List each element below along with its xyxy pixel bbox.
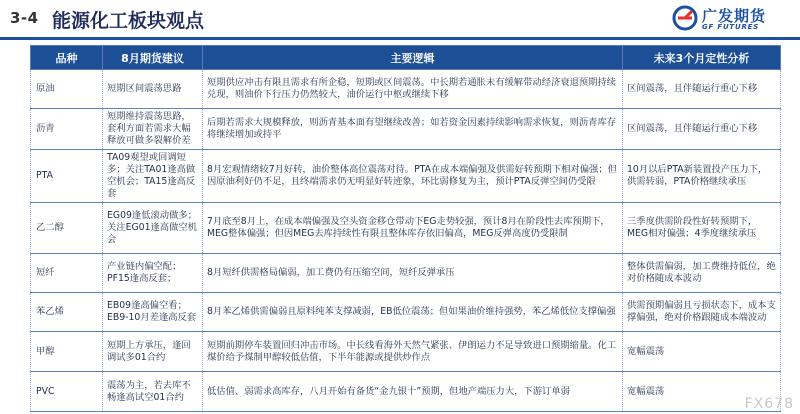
advice-cell: TA09观望或回调短多；关注TA01逢高做空机会；TA15逢高反套 [103, 150, 203, 203]
logo-name-cn: 广发期货 [702, 7, 767, 25]
outlook-cell: 供需预期偏弱且亏损状态下，成本支撑偏强，绝对价格跟随成本端波动 [623, 293, 781, 332]
column-header-outlook: 未来3个月定性分析 [623, 46, 781, 70]
energy-chemical-view-table [30, 45, 781, 412]
table-row [31, 150, 781, 203]
column-header-advice: 8月期货建议 [103, 46, 203, 70]
logic-cell: 8月短纤供需格局偏弱，加工费仍有压缩空间，短纤反弹承压 [203, 254, 623, 293]
advice-cell: 震荡为主，若去库不畅逢高试空01合约 [103, 372, 203, 412]
table-row [31, 70, 781, 109]
column-header-product: 品种 [31, 46, 103, 70]
product-cell: 短纤 [31, 254, 103, 293]
product-cell: 沥青 [31, 109, 103, 150]
advice-cell: EG09逢低滚动做多；关注EG01逢高做空机会 [103, 203, 203, 254]
gf-futures-logo [672, 5, 790, 35]
logo-name-en: GF FUTURES [702, 23, 760, 31]
product-cell: PVC [31, 372, 103, 412]
advice-cell: 短期上方承压，逢回调试多01合约 [103, 332, 203, 372]
logic-cell: 短期供应冲击有限且需求有所企稳，短期或区间震荡。中长期若通胀未有缓解带动经济衰退预期持续兑现，则油价下行压力仍然较大，油价运行中枢或继续下移 [203, 70, 623, 109]
product-cell: 苯乙烯 [31, 293, 103, 332]
advice-cell: 短期区间震荡思路 [103, 70, 203, 109]
outlook-cell: 整体供需偏弱，加工费维持低位，绝对价格随成本波动 [623, 254, 781, 293]
table-row [31, 372, 781, 412]
advice-cell: EB09逢高偏空看；EB9-10月差逢高反套 [103, 293, 203, 332]
gf-logo-icon [672, 5, 698, 31]
logic-cell: 后期若需求大规模释放，则沥青基本面有望继续改善；如若资金因素持续影响需求恢复，则沥青库存将继续增加或持平 [203, 109, 623, 150]
product-cell: 甲醇 [31, 332, 103, 372]
page-title: 能源化工板块观点 [52, 10, 205, 32]
section-number: 3-4 [10, 9, 39, 27]
table-row [31, 332, 781, 372]
slide-header [0, 0, 800, 40]
outlook-cell: 10月以后PTA新装置投产压力下，供需转弱，PTA价格继续承压 [623, 150, 781, 203]
advice-cell: 短期维持震荡思路，套利方面若需求大幅释放可做多裂解价差 [103, 109, 203, 150]
header-divider [0, 37, 800, 40]
column-header-logic: 主要逻辑 [203, 46, 623, 70]
outlook-cell: 区间震荡，且伴随运行重心下移 [623, 109, 781, 150]
product-cell: 乙二醇 [31, 203, 103, 254]
watermark: FX678 [744, 396, 794, 412]
product-cell: 原油 [31, 70, 103, 109]
outlook-cell: 宽幅震荡 [623, 332, 781, 372]
table-row [31, 254, 781, 293]
logic-cell: 8月宏观情绪较7月好转，油价整体高位震荡对待。PTA在成本端偏强及供需好转预期下相对偏强；但因原油利好仍不足，且终端需求仍无明显好转迹象，环比弱修复为主，预计PTA反弹空间仍受限 [203, 150, 623, 203]
logic-cell: 8月苯乙烯供需偏弱且原料纯苯支撑减弱，EB低位震荡；但如果油价维持强势，苯乙烯低位支撑偏强 [203, 293, 623, 332]
product-cell: PTA [31, 150, 103, 203]
outlook-cell: 宽幅震荡 [623, 372, 781, 412]
table-row [31, 203, 781, 254]
outlook-cell: 区间震荡，且伴随运行重心下移 [623, 70, 781, 109]
table-row [31, 293, 781, 332]
table-header-row [31, 46, 781, 70]
advice-cell: 产业链内偏空配；PF15逢高反套； [103, 254, 203, 293]
logic-cell: 短期前期停车装置回归冲击市场。中长线看海外天然气紧张、伊朗运力不足导致进口预期缩量。化工煤价给予煤制甲醇较低估值，下半年能源或提供炒作点 [203, 332, 623, 372]
logic-cell: 低估值、弱需求高库存，八月开始有备货“金九银十”预期，但地产端压力大，下游订单弱 [203, 372, 623, 412]
logic-cell: 7月底至8月上，在成本端偏强及空头资金移仓带动下EG走势较强，预计8月在阶段性去库预期下，MEG整体偏强；但因MEG去库持续性有限且整体库存依旧偏高，MEG反弹高度仍受限制 [203, 203, 623, 254]
outlook-cell: 三季度供需阶段性好转预期下，MEG相对偏强；4季度继续承压 [623, 203, 781, 254]
table-row [31, 109, 781, 150]
